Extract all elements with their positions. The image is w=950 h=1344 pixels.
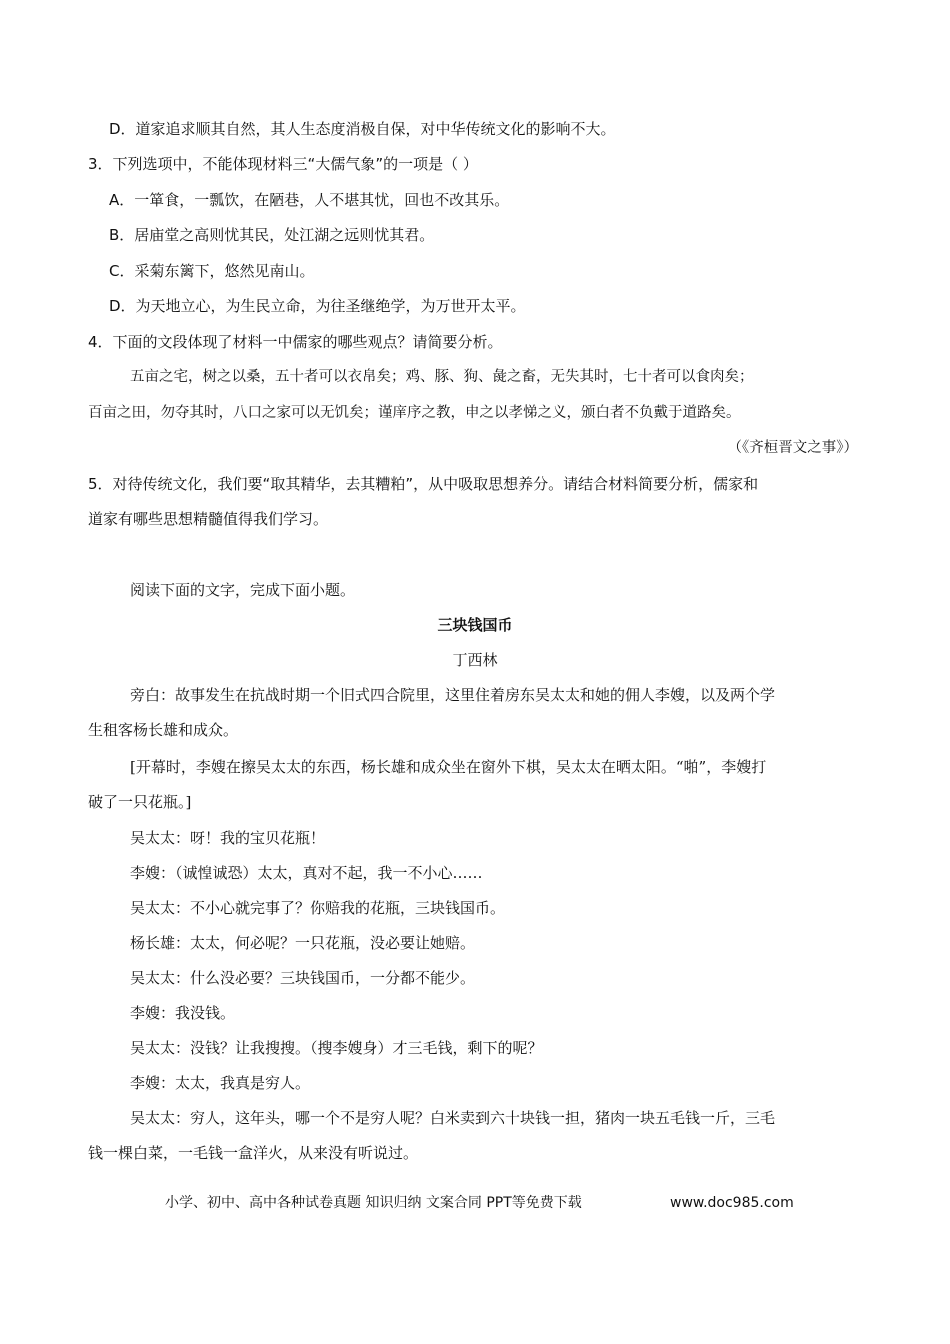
- narration-line-2: 生租客杨长雄和成众。: [88, 721, 239, 739]
- q4-source: （《齐桓晋文之事》）: [727, 440, 858, 456]
- q3-stem: 3．下列选项中，不能体现材料三“大儒气象”的一项是（ ）: [88, 155, 478, 173]
- dialogue-line: 吴太太：不小心就完事了？你赔我的花瓶，三块钱国币。: [130, 899, 506, 917]
- dialogue-last-line-2: 钱一棵白菜，一毛钱一盒洋火，从来没有听说过。: [88, 1144, 419, 1162]
- q3-option-d: D．为天地立心，为生民立命，为往圣继绝学，为万世开太平。: [109, 297, 526, 315]
- q5-line-1: 5．对待传统文化，我们要“取其精华，去其糟粕”，从中吸取思想养分。请结合材料简要分析，儒家和: [88, 475, 759, 493]
- q3-option-c: C．采菊东篱下，悠然见南山。: [109, 262, 315, 280]
- footer-url[interactable]: www.doc985.com: [670, 1195, 794, 1211]
- dialogue-line: 李嫂：（诚惶诚恐）太太，真对不起，我一不小心……: [130, 864, 483, 882]
- narration-line-1: 旁白：故事发生在抗战时期一个旧式四合院里，这里住着房东吴太太和她的佣人李嫂，以及两个学: [130, 686, 776, 704]
- q4-quote-line-2: 百亩之田，勿夺其时，八口之家可以无饥矣；谨庠序之教，申之以孝悌之义，颁白者不负戴于道路矣。: [88, 405, 741, 421]
- stage-direction-line-2: 破了一只花瓶。]: [88, 793, 192, 811]
- q4-stem: 4．下面的文段体现了材料一中儒家的哪些观点？请简要分析。: [88, 333, 503, 351]
- q3-option-a: A．一箪食，一瓢饮，在陋巷，人不堪其忧，回也不改其乐。: [109, 191, 510, 209]
- q3-option-b: B．居庙堂之高则忧其民，处江湖之远则忧其君。: [109, 226, 435, 244]
- dialogue-line: 吴太太：什么没必要？三块钱国币，一分都不能少。: [130, 969, 476, 987]
- dialogue-line: 吴太太：呀！我的宝贝花瓶！: [130, 829, 326, 847]
- dialogue-line: 杨长雄：太太，何必呢？一只花瓶，没必要让她赔。: [130, 934, 476, 952]
- dialogue-line: 李嫂：我没钱。: [130, 1004, 236, 1022]
- q2-option-d: D．道家追求顺其自然，其人生态度消极自保，对中华传统文化的影响不大。: [109, 120, 616, 138]
- reading-author: 丁西林: [452, 651, 498, 669]
- reading-intro: 阅读下面的文字，完成下面小题。: [130, 581, 356, 599]
- footer-text: 小学、初中、高中各种试卷真题 知识归纳 文案合同 PPT等免费下载: [165, 1195, 582, 1211]
- dialogue-line: 李嫂：太太，我真是穷人。: [130, 1074, 311, 1092]
- stage-direction-line-1: [开幕时，李嫂在擦吴太太的东西，杨长雄和成众坐在窗外下棋，吴太太在晒太阳。“啪”，李嫂打: [130, 758, 767, 776]
- q4-quote-line-1: 五亩之宅，树之以桑，五十者可以衣帛矣；鸡、豚、狗、彘之畜，无失其时，七十者可以食肉矣；: [130, 369, 754, 385]
- dialogue-line: 吴太太：没钱？让我搜搜。（搜李嫂身）才三毛钱，剩下的呢？: [130, 1039, 543, 1057]
- dialogue-last-line-1: 吴太太：穷人，这年头，哪一个不是穷人呢？白米卖到六十块钱一担，猪肉一块五毛钱一斤，三毛: [130, 1109, 776, 1127]
- reading-title: 三块钱国币: [437, 616, 513, 634]
- q5-line-2: 道家有哪些思想精髓值得我们学习。: [88, 510, 329, 528]
